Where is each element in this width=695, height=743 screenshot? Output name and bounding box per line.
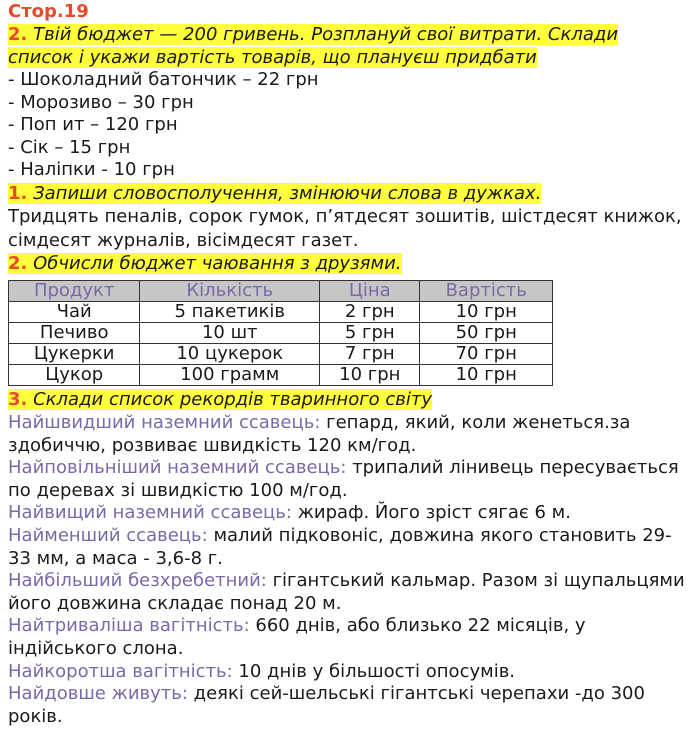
- table-header: [9, 280, 553, 301]
- record-text: гепард, який, коли женеться.за здобиччю, розвиває швидкість 120 км/год.: [8, 412, 631, 456]
- cell: 5 грн: [320, 322, 420, 343]
- cell: Чай: [9, 301, 140, 322]
- header-cell: Вартість: [420, 280, 553, 301]
- budget-list: [8, 69, 688, 182]
- record-name: Найвищий наземний ссавець:: [8, 502, 292, 524]
- record-name: Найповільніший наземний ссавець:: [8, 457, 347, 479]
- record-text: жираф. Його зріст сягає 6 м.: [291, 502, 571, 524]
- record-text: деякі сей-шельські гігантські черепахи -до 300 років.: [8, 683, 645, 727]
- list-item: - Наліпки - 10 грн: [8, 159, 175, 180]
- record-name: Найдовше живуть:: [8, 683, 188, 705]
- record-item: [8, 661, 688, 684]
- task-number: 2.: [8, 24, 28, 45]
- record-item: [8, 570, 688, 615]
- task-phrases-highlight: [8, 183, 541, 204]
- cell: 2 грн: [320, 301, 420, 322]
- task-budget-line1: [8, 24, 618, 45]
- task-tea: [8, 253, 688, 276]
- answer-line: Тридцять пеналів, сорок гумок, п’ятдесят зошитів, шістдесят книжок,: [8, 206, 682, 227]
- record-item: [8, 502, 688, 525]
- answer-line: сімдесят журналів, вісімдесят газет.: [8, 230, 359, 251]
- cell: 10 цукерок: [140, 343, 320, 364]
- list-item: - Поп ит – 120 грн: [8, 114, 178, 135]
- cell: 100 грамм: [140, 364, 320, 385]
- task-tea-highlight: [8, 253, 402, 274]
- list-item: - Морозиво – 30 грн: [8, 91, 194, 113]
- header-cell: Кількість: [140, 280, 320, 301]
- record-item: [8, 525, 688, 570]
- task-text: Обчисли бюджет чаювання з друзями.: [33, 253, 402, 274]
- table-row: [9, 301, 553, 322]
- record-text: 660 днів, або близько 22 місяців, у індійського слона.: [8, 615, 586, 659]
- task-number: 3.: [8, 388, 28, 410]
- cell: 5 пакетиків: [140, 301, 320, 322]
- header-cell: Продукт: [9, 280, 140, 301]
- record-item: [8, 615, 688, 660]
- table-row: [9, 322, 553, 343]
- table-row: [9, 343, 553, 364]
- page-label: Стор.19: [8, 1, 89, 22]
- cell: Печиво: [9, 322, 140, 343]
- cell: 70 грн: [420, 343, 553, 364]
- record-name: Найтриваліша вагітність:: [8, 615, 250, 637]
- cell: 10 грн: [320, 364, 420, 385]
- cell: 7 грн: [320, 343, 420, 364]
- record-name: Найменший ссавець:: [8, 524, 208, 546]
- record-text: трипалий лінивець пересувається по деревах зі швидкістю 100 м/год.: [8, 457, 679, 501]
- task-records: [8, 389, 688, 412]
- header-cell: Ціна: [320, 280, 420, 301]
- budget-table: [8, 280, 553, 386]
- task-number: 1.: [8, 182, 28, 204]
- record-name: Найкоротша вагітність:: [8, 660, 233, 682]
- task-records-highlight: [8, 389, 432, 410]
- cell: 10 грн: [420, 301, 553, 322]
- record-text: малий підковоніс, довжина якого становить 29-33 мм, а маса - 3,6-8 г.: [8, 524, 672, 569]
- cell: Цукерки: [9, 343, 140, 364]
- record-item: [8, 412, 688, 457]
- cell: 50 грн: [420, 322, 553, 343]
- record-name: Найшвидший наземний ссавець:: [8, 412, 321, 433]
- task-text: Твій бюджет — 200 гривень. Розплануй свої витрати. Склади: [33, 24, 619, 45]
- records-list: [8, 412, 688, 728]
- task-text: Запиши словосполучення, змінюючи слова в дужках.: [33, 182, 542, 204]
- record-text: гігантський кальмар. Разом зі щупальцями його довжина складає понад 20 м.: [8, 570, 685, 614]
- record-item: [8, 683, 688, 728]
- cell: Цукор: [9, 364, 140, 385]
- list-item: - Шоколадний батончик – 22 грн: [8, 69, 319, 90]
- task-text: Склади список рекордів тваринного світу: [33, 388, 433, 410]
- cell: 10 шт: [140, 322, 320, 343]
- table-row: [9, 364, 553, 385]
- task-phrases: [8, 183, 688, 206]
- document: [8, 0, 688, 728]
- record-item: [8, 457, 688, 502]
- record-name: Найбільший безхребетний:: [8, 570, 267, 592]
- task-budget: [8, 24, 688, 69]
- cell: 10 грн: [420, 364, 553, 385]
- list-item: - Сік – 15 грн: [8, 136, 131, 158]
- task-number: 2.: [8, 253, 28, 274]
- task-budget-line2: список і укажи вартість товарів, що плануєш придбати: [8, 46, 537, 68]
- record-text: 10 днів у більшості опосумів.: [232, 660, 516, 682]
